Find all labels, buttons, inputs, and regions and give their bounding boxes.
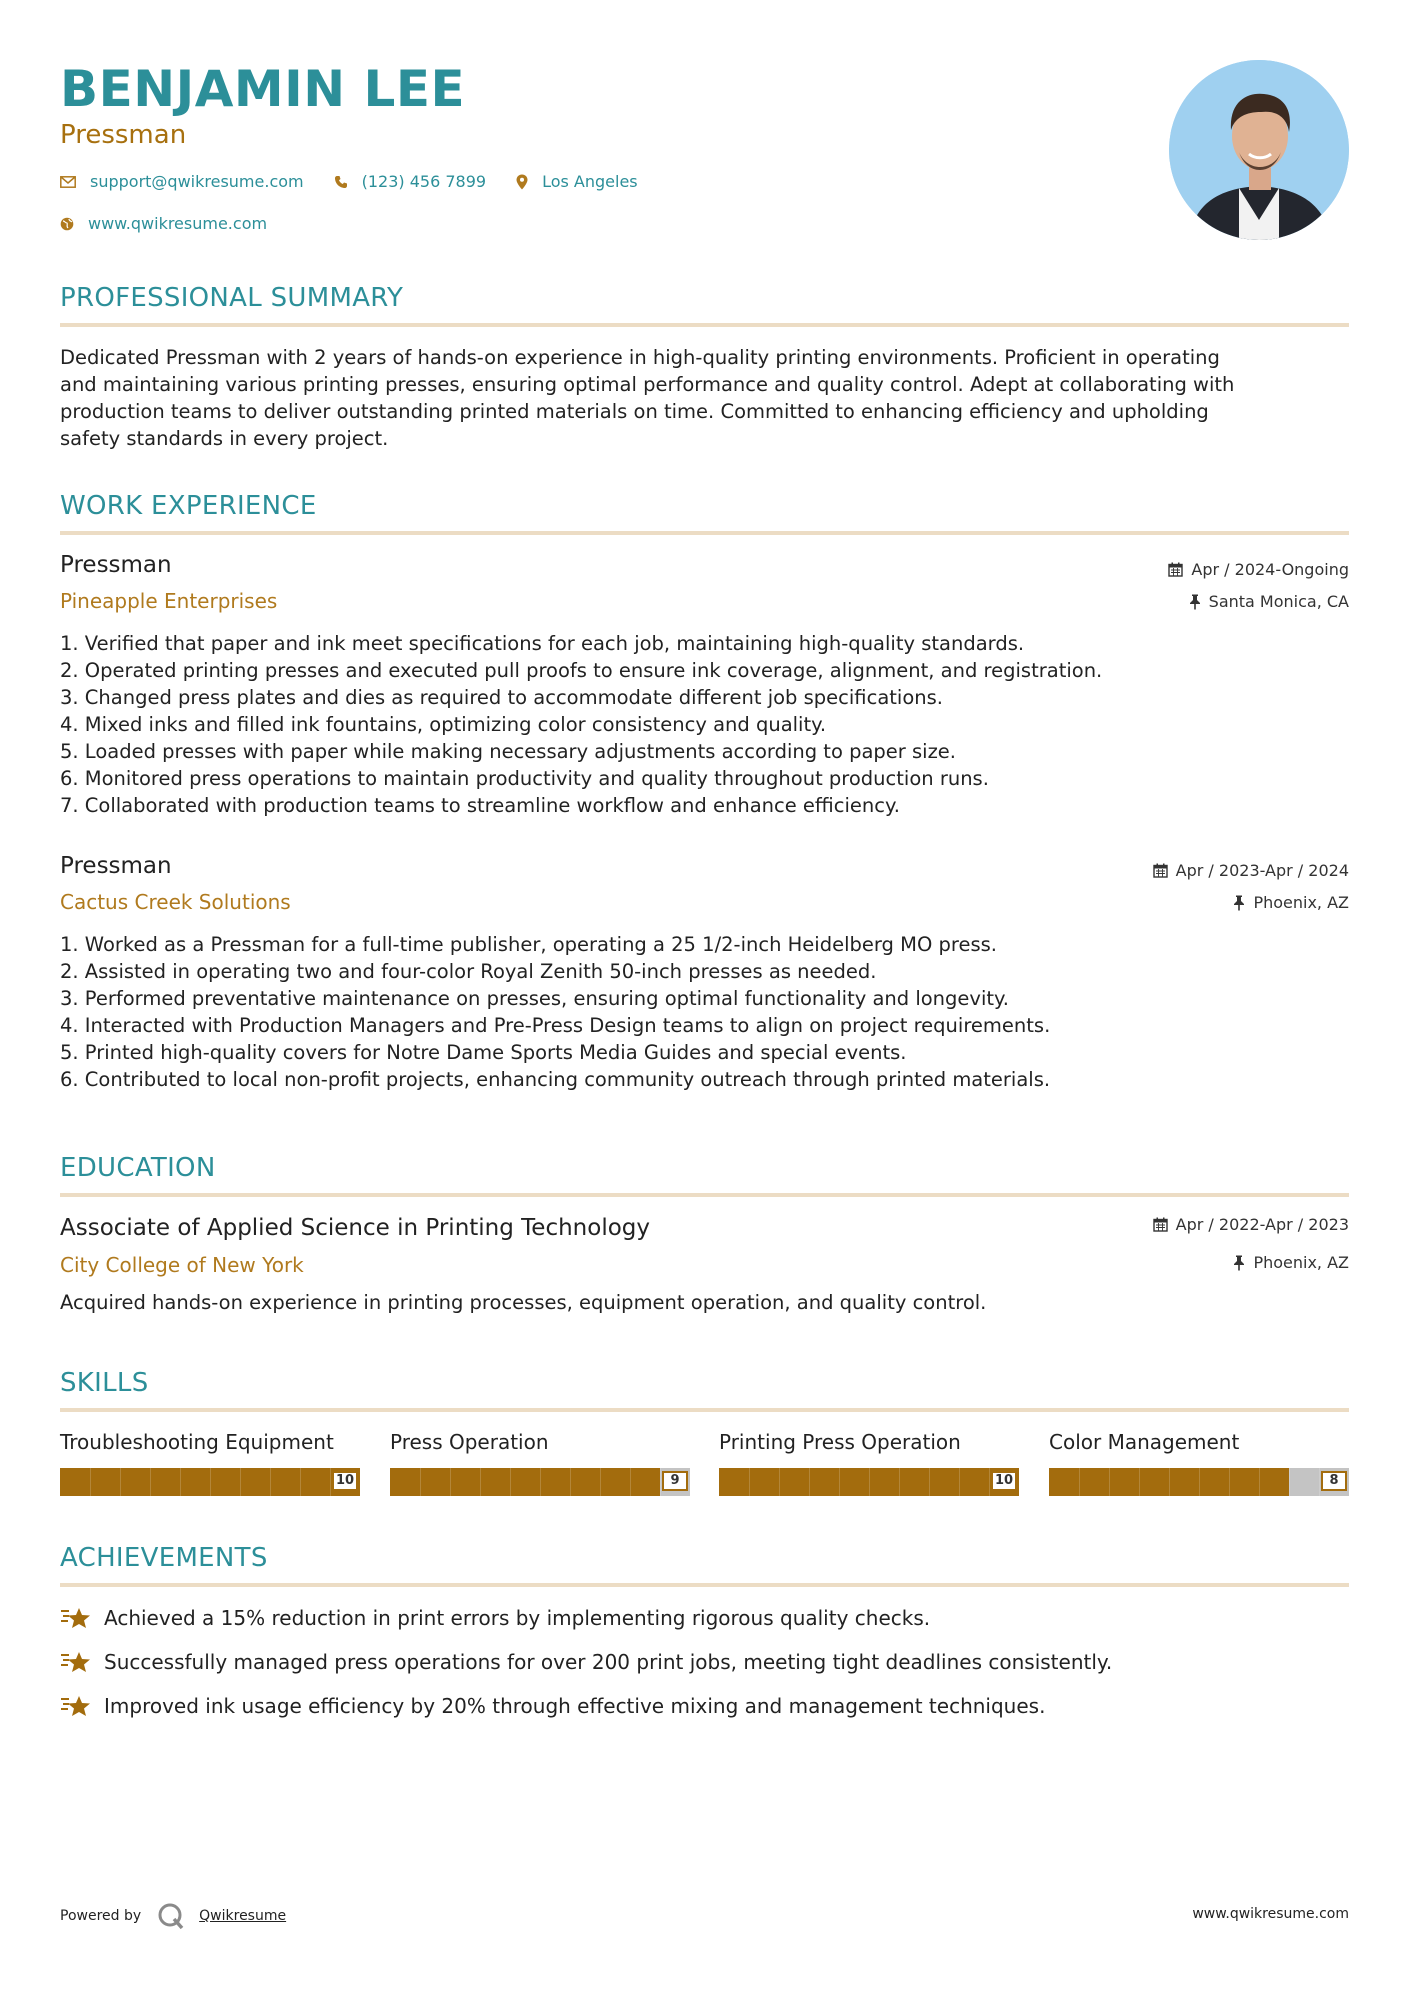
skills-heading: SKILLS [60, 1368, 149, 1398]
list-item: 4. Interacted with Production Managers and Pre-Press Design teams to align on project requirements. [60, 1014, 1051, 1037]
degree-title: Associate of Applied Science in Printing Technology [60, 1215, 651, 1241]
qwikresume-logo-icon [157, 1902, 185, 1930]
achievement-item [60, 1650, 1112, 1674]
powered-by-label: Powered by [60, 1908, 142, 1924]
skill-name: Troubleshooting Equipment [60, 1430, 334, 1454]
skill-bar-segment [150, 1468, 151, 1496]
skill-level-badge: 10 [991, 1471, 1017, 1491]
calendar-icon [1168, 562, 1183, 577]
skill-bar-segment [480, 1468, 481, 1496]
skill-bar-segment [660, 1468, 661, 1496]
skill-bar-segment [270, 1468, 271, 1496]
summary-section-header [60, 283, 1349, 327]
skill-bar-segment [1139, 1468, 1140, 1496]
job-title: Pressman [60, 853, 172, 879]
contact-row [60, 172, 668, 191]
skill-name: Color Management [1049, 1430, 1240, 1454]
contact-location [516, 172, 638, 191]
job-company: Pineapple Enterprises [60, 589, 278, 613]
skill-bar-segment [600, 1468, 601, 1496]
brand-link[interactable]: Qwikresume [199, 1908, 287, 1924]
skill-bar-segment [1229, 1468, 1230, 1496]
skills-section-header [60, 1368, 1349, 1412]
skill-item [390, 1430, 690, 1496]
summary-line: production teams to deliver outstanding printed materials on time. Committed to enhancing efficiency and upholding [60, 400, 1209, 423]
job-location [1189, 592, 1349, 611]
summary-heading: PROFESSIONAL SUMMARY [60, 283, 404, 313]
summary-line: Dedicated Pressman with 2 years of hands-on experience in high-quality printing environments. Proficient in operating [60, 346, 1220, 369]
footer-url[interactable]: www.qwikresume.com [1192, 1906, 1349, 1922]
job-location-text: Phoenix, AZ [1253, 893, 1349, 912]
skill-bar-segment [540, 1468, 541, 1496]
skill-bar [390, 1468, 690, 1496]
job-dates-text: Apr / 2023-Apr / 2024 [1175, 861, 1349, 880]
education-location-text: Phoenix, AZ [1253, 1253, 1349, 1272]
skill-bar-segment [779, 1468, 780, 1496]
website-row [60, 214, 297, 233]
achievements-section-header [60, 1543, 1349, 1587]
candidate-name: BENJAMIN LEE [60, 60, 466, 118]
skill-bar-segment [630, 1468, 631, 1496]
education-dates-text: Apr / 2022-Apr / 2023 [1175, 1215, 1349, 1234]
education-location [1233, 1253, 1349, 1272]
email-icon [60, 176, 76, 188]
job-location [1233, 893, 1349, 912]
list-item: 7. Collaborated with production teams to streamline workflow and enhance efficiency. [60, 794, 900, 817]
skill-bar [60, 1468, 360, 1496]
education-heading: EDUCATION [60, 1153, 216, 1183]
website-text: www.qwikresume.com [88, 214, 268, 233]
candidate-title: Pressman [60, 120, 187, 150]
skill-bar-segment [120, 1468, 121, 1496]
job-company: Cactus Creek Solutions [60, 890, 291, 914]
pushpin-icon [1189, 594, 1201, 610]
skill-bar-segment [929, 1468, 930, 1496]
achievement-text: Achieved a 15% reduction in print errors by implementing rigorous quality checks. [104, 1606, 931, 1630]
list-item: 6. Monitored press operations to maintain productivity and quality throughout production runs. [60, 767, 989, 790]
school-name: City College of New York [60, 1253, 304, 1277]
skill-bar-segment [869, 1468, 870, 1496]
skill-bar-segment [570, 1468, 571, 1496]
achievement-item [60, 1694, 1045, 1718]
list-item: 3. Changed press plates and dies as required to accommodate different job specifications. [60, 686, 943, 709]
achievement-item [60, 1606, 930, 1630]
skill-bar-segment [1259, 1468, 1260, 1496]
skill-name: Printing Press Operation [719, 1430, 961, 1454]
skill-bar-segment [300, 1468, 301, 1496]
skill-bar-segment [1079, 1468, 1080, 1496]
experience-section-header [60, 491, 1349, 535]
list-item: 3. Performed preventative maintenance on presses, ensuring optimal functionality and longevity. [60, 987, 1009, 1010]
skill-bar-fill [390, 1468, 660, 1496]
email-text: support@qwikresume.com [90, 172, 304, 191]
footer-powered-by [60, 1902, 286, 1930]
location-text: Los Angeles [542, 172, 638, 191]
list-item: 2. Operated printing presses and executed pull proofs to ensure ink coverage, alignment, and registration. [60, 659, 1103, 682]
skill-bar-segment [240, 1468, 241, 1496]
skill-bar-segment [839, 1468, 840, 1496]
education-dates [1153, 1215, 1349, 1234]
star-icon [60, 1694, 92, 1718]
skill-bar-segment [450, 1468, 451, 1496]
skill-bar-segment [330, 1468, 331, 1496]
star-icon [60, 1650, 92, 1674]
skill-bar-segment [420, 1468, 421, 1496]
summary-line: and maintaining various printing presses, ensuring optimal performance and quality control. Adept at collaborating with [60, 373, 1235, 396]
section-divider [60, 323, 1349, 327]
job-dates-text: Apr / 2024-Ongoing [1191, 560, 1349, 579]
skill-bar-segment [1169, 1468, 1170, 1496]
list-item: 4. Mixed inks and filled ink fountains, optimizing color consistency and quality. [60, 713, 827, 736]
calendar-icon [1153, 1217, 1168, 1232]
calendar-icon [1153, 863, 1168, 878]
contact-email[interactable] [60, 172, 304, 191]
achievement-text: Improved ink usage efficiency by 20% through effective mixing and management techniques. [104, 1694, 1046, 1718]
achievements-heading: ACHIEVEMENTS [60, 1543, 268, 1573]
section-divider [60, 1408, 1349, 1412]
skill-bar-segment [90, 1468, 91, 1496]
summary-text [60, 344, 1349, 452]
profile-photo [1169, 60, 1349, 240]
skill-bar-segment [180, 1468, 181, 1496]
job-dates [1168, 560, 1349, 579]
skill-bar-segment [1289, 1468, 1290, 1496]
skill-bar-segment [899, 1468, 900, 1496]
contact-phone[interactable] [334, 172, 486, 191]
list-item: 1. Worked as a Pressman for a full-time publisher, operating a 25 1/2-inch Heidelberg MO press. [60, 933, 997, 956]
skill-bar-segment [989, 1468, 990, 1496]
skill-bar-segment [749, 1468, 750, 1496]
skill-bar-segment [1319, 1468, 1320, 1496]
skill-bar-segment [1109, 1468, 1110, 1496]
list-item: 2. Assisted in operating two and four-color Royal Zenith 50-inch presses as needed. [60, 960, 877, 983]
skill-level-badge: 9 [662, 1471, 688, 1491]
list-item: 6. Contributed to local non-profit projects, enhancing community outreach through printed materials. [60, 1068, 1051, 1091]
skill-bar [1049, 1468, 1349, 1496]
skill-bar-segment [210, 1468, 211, 1496]
skill-level-badge: 8 [1321, 1471, 1347, 1491]
skill-bar-segment [809, 1468, 810, 1496]
list-item: 5. Printed high-quality covers for Notre Dame Sports Media Guides and special events. [60, 1041, 907, 1064]
skill-bar-segment [1199, 1468, 1200, 1496]
job-title: Pressman [60, 552, 172, 578]
avatar [1169, 60, 1349, 240]
skill-bar-segment [959, 1468, 960, 1496]
achievement-text: Successfully managed press operations for over 200 print jobs, meeting tight deadlines consistently. [104, 1650, 1113, 1674]
skill-item [1049, 1430, 1349, 1496]
job-duties-list [60, 630, 1349, 819]
experience-heading: WORK EXPERIENCE [60, 491, 317, 521]
section-divider [60, 531, 1349, 535]
education-description: Acquired hands-on experience in printing processes, equipment operation, and quality control. [60, 1291, 987, 1314]
skill-level-badge: 10 [332, 1471, 358, 1491]
skill-bar-segment [510, 1468, 511, 1496]
pushpin-icon [1233, 1255, 1245, 1271]
section-divider [60, 1583, 1349, 1587]
pushpin-icon [1233, 895, 1245, 911]
map-pin-icon [516, 174, 528, 190]
list-item: 5. Loaded presses with paper while making necessary adjustments according to paper size. [60, 740, 957, 763]
job-dates [1153, 861, 1349, 880]
job-location-text: Santa Monica, CA [1208, 592, 1349, 611]
phone-text: (123) 456 7899 [361, 172, 487, 191]
contact-website[interactable] [60, 214, 267, 233]
phone-icon [334, 175, 348, 189]
skill-item [719, 1430, 1019, 1496]
section-divider [60, 1193, 1349, 1197]
star-icon [60, 1606, 92, 1630]
skill-item [60, 1430, 360, 1496]
globe-icon [60, 217, 74, 231]
skill-bar [719, 1468, 1019, 1496]
skill-name: Press Operation [390, 1430, 549, 1454]
summary-line: safety standards in every project. [60, 427, 389, 450]
education-section-header [60, 1153, 1349, 1197]
job-duties-list [60, 931, 1349, 1093]
list-item: 1. Verified that paper and ink meet specifications for each job, maintaining high-quality standards. [60, 632, 1025, 655]
